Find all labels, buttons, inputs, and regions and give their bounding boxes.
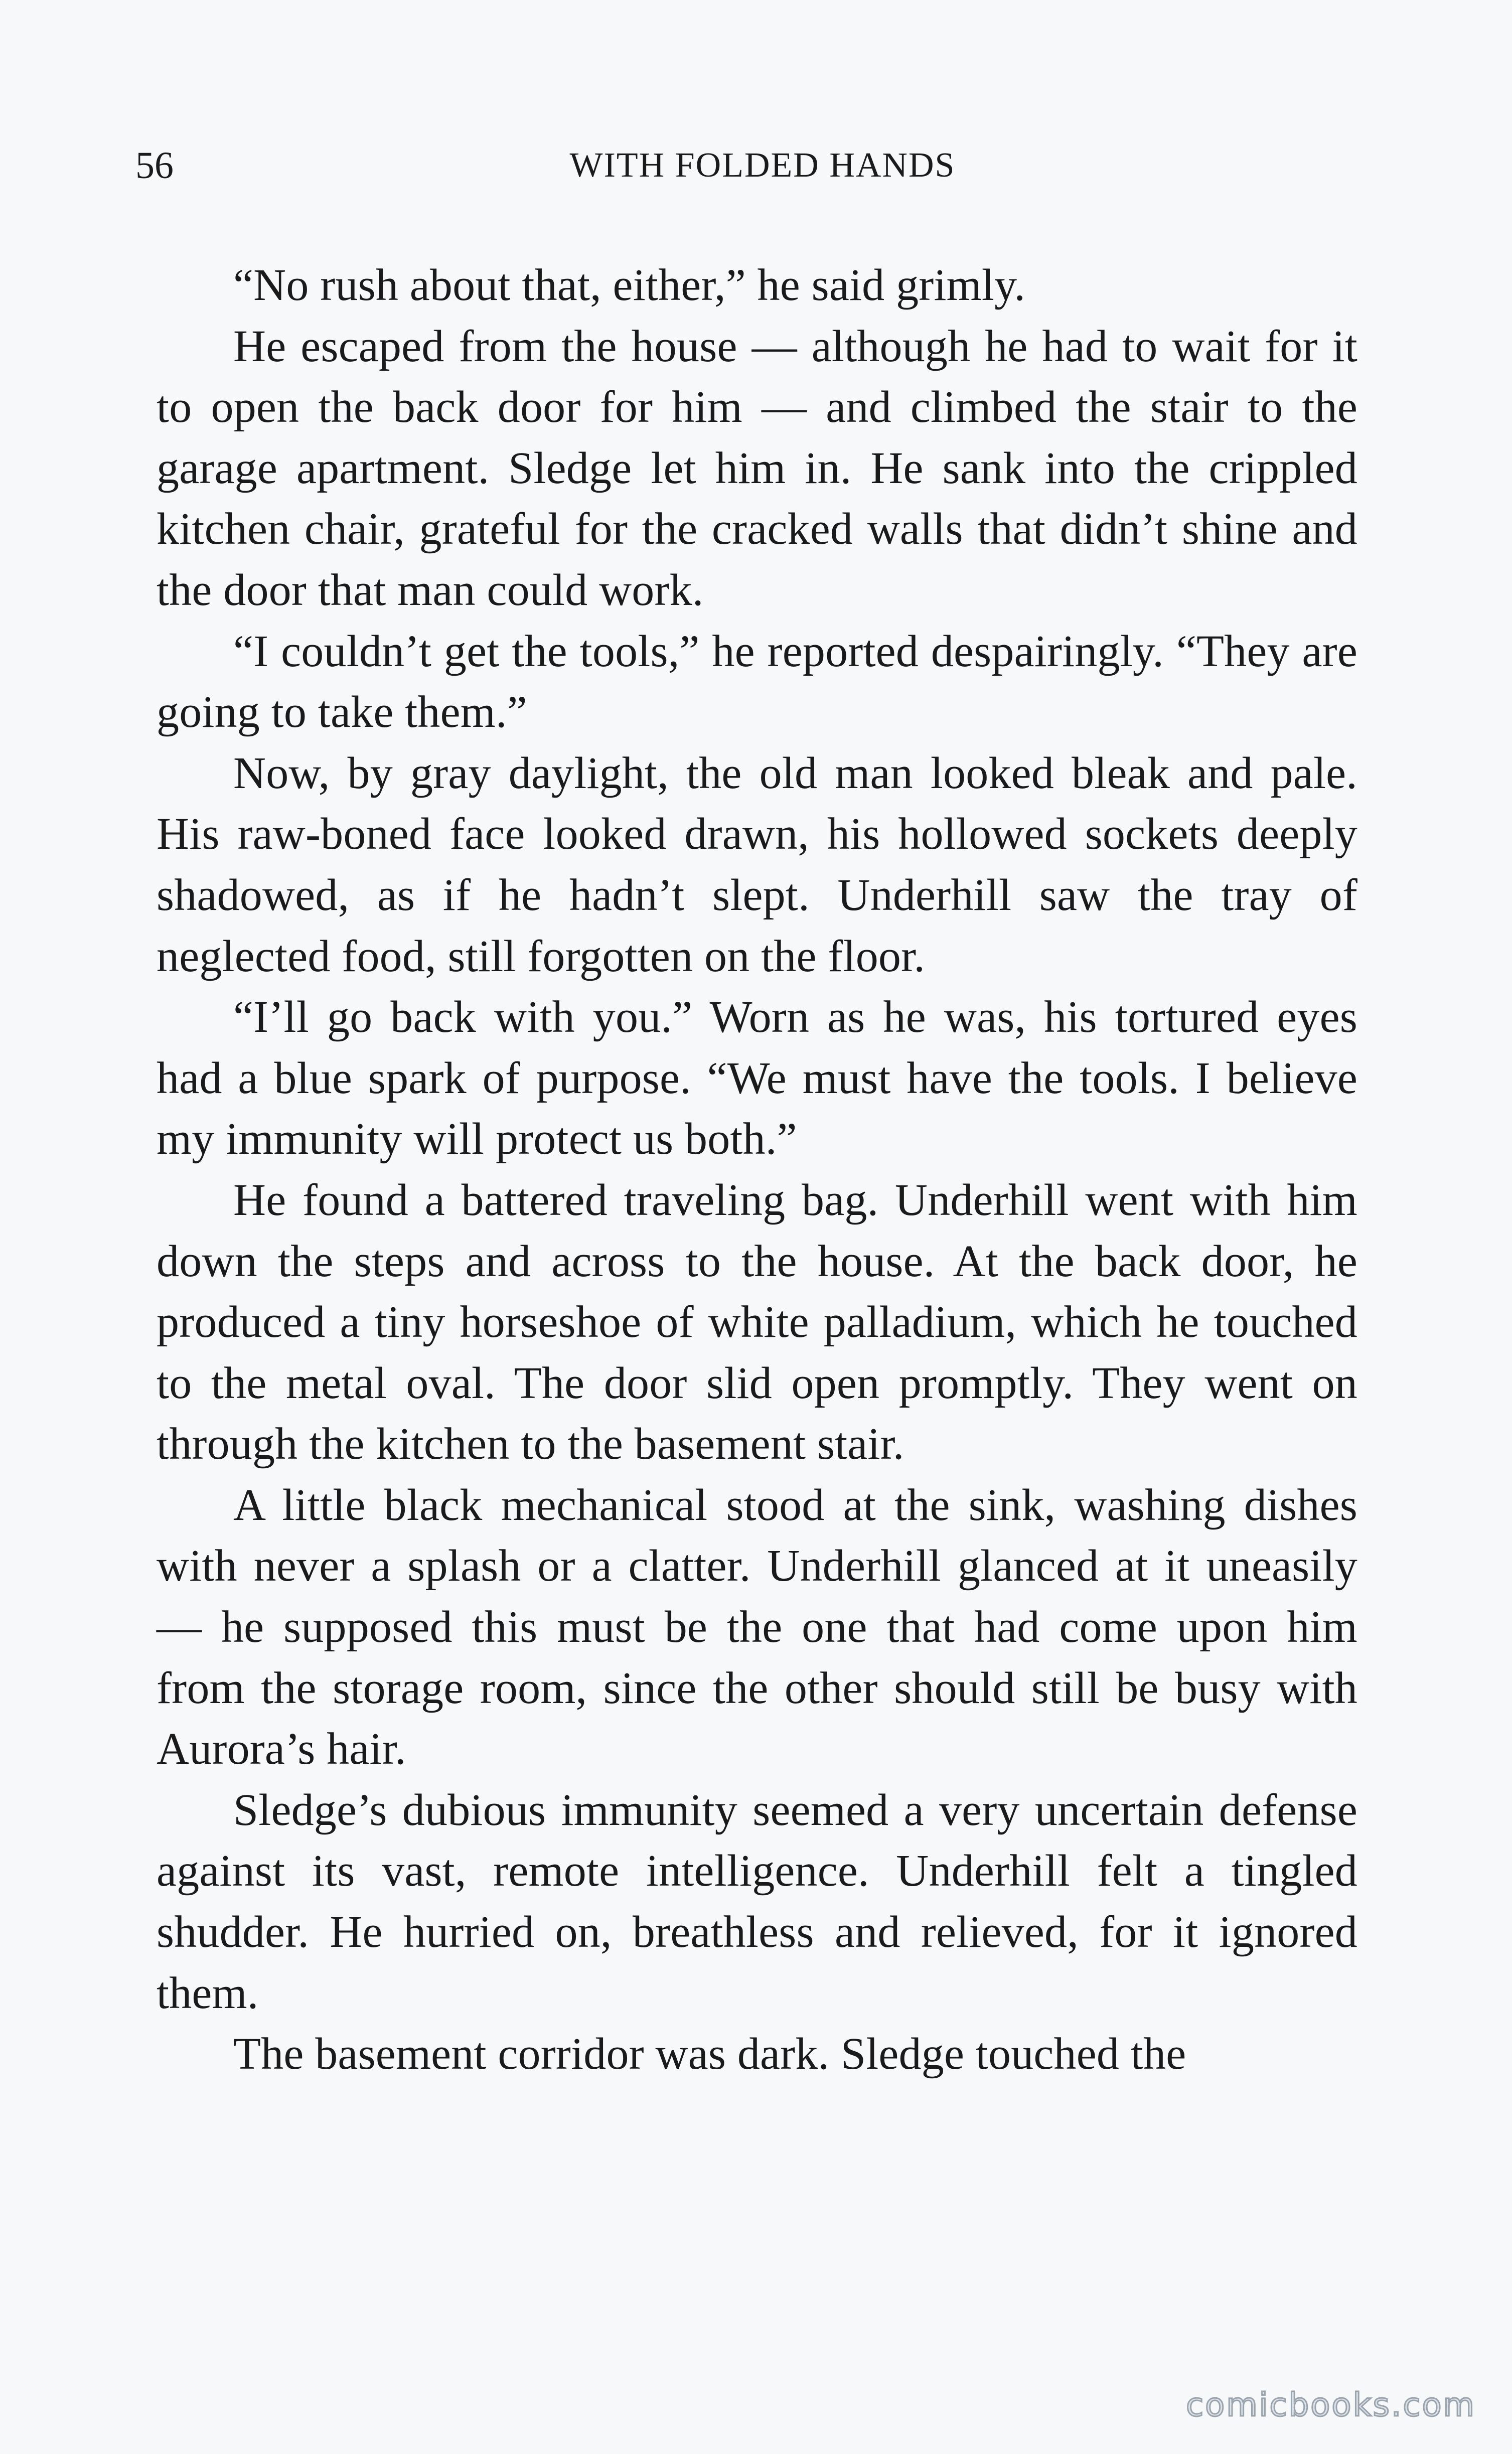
paragraph: The basement corridor was dark. Sledge touched the <box>233 2029 1186 2079</box>
paragraph: A little black mechanical stood at the sink, washing dishes with never a splash or a clatter. Underhill glanced at it uneasily — he supposed this must be the one that had come upon him from the storage room, since the other should still be busy with Aurora’s hair. <box>157 1480 1357 1774</box>
paragraph: “I’ll go back with you.” Worn as he was, his tortured eyes had a blue spark of purpose. “We must have the tools. I believe my immunity will protect us both.” <box>157 992 1357 1164</box>
paragraph: Sledge’s dubious immunity seemed a very uncertain defense against its vast, remote intelligence. Underhill felt a tingled shudder. He hurried on, breathless and relieved, for it ignored them. <box>157 1785 1357 2018</box>
body-text <box>157 255 1357 2085</box>
paragraph: He escaped from the house — although he had to wait for it to open the back door for him — and climbed the stair to the garage apartment. Sledge let him in. He sank into the crippled kitchen chair, grateful for the cracked walls that didn’t shine and the door that man could work. <box>157 321 1357 615</box>
page-number: 56 <box>135 144 174 187</box>
paragraph: “No rush about that, either,” he said grimly. <box>233 260 1026 310</box>
watermark: comicbooks.com <box>1185 2387 1476 2424</box>
paragraph: “I couldn’t get the tools,” he reported despairingly. “They are going to take them.” <box>157 626 1357 737</box>
running-head: WITH FOLDED HANDS <box>569 146 956 185</box>
page-header <box>135 135 1359 196</box>
paragraph: Now, by gray daylight, the old man looked bleak and pale. His raw-boned face looked drawn, his hollowed sockets deeply shadowed, as if he hadn’t slept. Underhill saw the tray of neglected food, still forgotten on the floor. <box>157 748 1357 981</box>
paragraph: He found a battered traveling bag. Underhill went with him down the steps and across to the house. At the back door, he produced a tiny horseshoe of white palladium, which he touched to the metal oval. The door slid open promptly. They went on through the kitchen to the basement stair. <box>157 1175 1357 1469</box>
